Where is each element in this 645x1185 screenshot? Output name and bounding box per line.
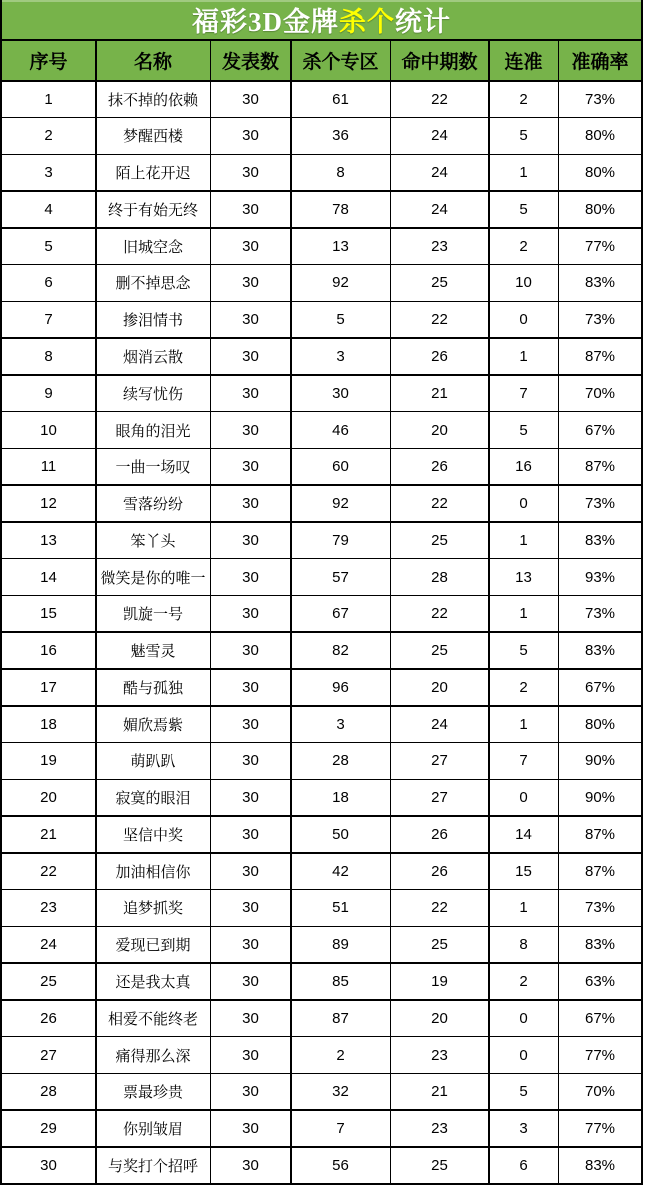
cell-accuracy: 80% <box>559 118 641 153</box>
cell-published: 30 <box>211 964 290 999</box>
cell-name: 与奖打个招呼 <box>97 1148 210 1183</box>
cell-published: 30 <box>211 1111 290 1146</box>
table-row <box>2 670 641 705</box>
cell-accuracy: 67% <box>559 412 641 447</box>
table-row <box>2 265 641 300</box>
cell-kill-zone: 8 <box>292 155 390 190</box>
cell-seq: 6 <box>2 265 95 300</box>
cell-published: 30 <box>211 817 290 852</box>
table-row <box>2 707 641 742</box>
cell-seq: 23 <box>2 890 95 925</box>
cell-name: 相爱不能终老 <box>97 1001 210 1036</box>
cell-name: 终于有始无终 <box>97 192 210 227</box>
table-row <box>2 412 641 447</box>
cell-seq: 8 <box>2 339 95 374</box>
cell-streak: 0 <box>490 1001 558 1036</box>
table-row <box>2 854 641 889</box>
cell-streak: 5 <box>490 1074 558 1109</box>
cell-streak: 2 <box>490 670 558 705</box>
cell-seq: 9 <box>2 376 95 411</box>
cell-published: 30 <box>211 229 290 264</box>
cell-kill-zone: 57 <box>292 559 390 594</box>
cell-name: 媚欣焉紫 <box>97 707 210 742</box>
cell-published: 30 <box>211 559 290 594</box>
cell-seq: 15 <box>2 596 95 631</box>
cell-name: 魅雪灵 <box>97 633 210 668</box>
cell-published: 30 <box>211 1074 290 1109</box>
cell-kill-zone: 60 <box>292 449 390 484</box>
cell-seq: 4 <box>2 192 95 227</box>
table-row <box>2 964 641 999</box>
cell-published: 30 <box>211 155 290 190</box>
cell-kill-zone: 28 <box>292 743 390 778</box>
cell-hit-periods: 22 <box>391 302 488 337</box>
cell-published: 30 <box>211 1037 290 1072</box>
table-row <box>2 927 641 962</box>
cell-seq: 2 <box>2 118 95 153</box>
cell-seq: 7 <box>2 302 95 337</box>
cell-seq: 5 <box>2 229 95 264</box>
cell-hit-periods: 22 <box>391 486 488 521</box>
cell-hit-periods: 26 <box>391 339 488 374</box>
cell-accuracy: 87% <box>559 339 641 374</box>
cell-kill-zone: 85 <box>292 964 390 999</box>
cell-accuracy: 83% <box>559 633 641 668</box>
cell-published: 30 <box>211 412 290 447</box>
cell-published: 30 <box>211 118 290 153</box>
cell-streak: 15 <box>490 854 558 889</box>
table-row <box>2 229 641 264</box>
cell-streak: 1 <box>490 707 558 742</box>
cell-streak: 0 <box>490 1037 558 1072</box>
cell-name: 凯旋一号 <box>97 596 210 631</box>
header-streak: 连准 <box>490 41 558 80</box>
cell-streak: 1 <box>490 523 558 558</box>
cell-published: 30 <box>211 1148 290 1183</box>
cell-kill-zone: 56 <box>292 1148 390 1183</box>
cell-name: 酷与孤独 <box>97 670 210 705</box>
cell-kill-zone: 82 <box>292 633 390 668</box>
cell-name: 删不掉思念 <box>97 265 210 300</box>
table-row <box>2 1111 641 1146</box>
cell-hit-periods: 19 <box>391 964 488 999</box>
cell-streak: 5 <box>490 412 558 447</box>
cell-name: 加油相信你 <box>97 854 210 889</box>
cell-streak: 10 <box>490 265 558 300</box>
cell-kill-zone: 13 <box>292 229 390 264</box>
table-row <box>2 596 641 631</box>
cell-seq: 24 <box>2 927 95 962</box>
cell-kill-zone: 51 <box>292 890 390 925</box>
cell-accuracy: 77% <box>559 1037 641 1072</box>
cell-published: 30 <box>211 743 290 778</box>
cell-kill-zone: 67 <box>292 596 390 631</box>
cell-seq: 19 <box>2 743 95 778</box>
cell-accuracy: 73% <box>559 596 641 631</box>
table-row <box>2 817 641 852</box>
table-row <box>2 1074 641 1109</box>
cell-accuracy: 73% <box>559 302 641 337</box>
cell-accuracy: 63% <box>559 964 641 999</box>
cell-published: 30 <box>211 449 290 484</box>
cell-seq: 20 <box>2 780 95 815</box>
cell-name: 还是我太真 <box>97 964 210 999</box>
cell-hit-periods: 27 <box>391 743 488 778</box>
cell-kill-zone: 3 <box>292 707 390 742</box>
cell-name: 烟消云散 <box>97 339 210 374</box>
cell-name: 旧城空念 <box>97 229 210 264</box>
cell-accuracy: 83% <box>559 523 641 558</box>
cell-published: 30 <box>211 596 290 631</box>
cell-accuracy: 70% <box>559 376 641 411</box>
cell-name: 微笑是你的唯一 <box>97 559 210 594</box>
cell-published: 30 <box>211 376 290 411</box>
cell-hit-periods: 26 <box>391 449 488 484</box>
table-row <box>2 155 641 190</box>
cell-streak: 1 <box>490 339 558 374</box>
cell-published: 30 <box>211 486 290 521</box>
table-row <box>2 1037 641 1072</box>
cell-hit-periods: 20 <box>391 670 488 705</box>
cell-seq: 10 <box>2 412 95 447</box>
cell-streak: 1 <box>490 890 558 925</box>
cell-seq: 28 <box>2 1074 95 1109</box>
table-row <box>2 449 641 484</box>
cell-published: 30 <box>211 82 290 117</box>
cell-accuracy: 73% <box>559 890 641 925</box>
cell-published: 30 <box>211 890 290 925</box>
cell-streak: 5 <box>490 192 558 227</box>
table-row <box>2 633 641 668</box>
cell-kill-zone: 61 <box>292 82 390 117</box>
cell-streak: 0 <box>490 780 558 815</box>
cell-accuracy: 83% <box>559 1148 641 1183</box>
cell-published: 30 <box>211 854 290 889</box>
cell-seq: 11 <box>2 449 95 484</box>
cell-accuracy: 73% <box>559 486 641 521</box>
cell-published: 30 <box>211 670 290 705</box>
cell-hit-periods: 25 <box>391 633 488 668</box>
table-row <box>2 486 641 521</box>
cell-streak: 2 <box>490 964 558 999</box>
cell-name: 梦醒西楼 <box>97 118 210 153</box>
cell-hit-periods: 21 <box>391 1074 488 1109</box>
cell-kill-zone: 2 <box>292 1037 390 1072</box>
cell-streak: 0 <box>490 486 558 521</box>
cell-seq: 16 <box>2 633 95 668</box>
table-row <box>2 743 641 778</box>
title-prefix: 福彩3D金牌 <box>192 7 339 37</box>
cell-kill-zone: 32 <box>292 1074 390 1109</box>
cell-kill-zone: 78 <box>292 192 390 227</box>
cell-name: 票最珍贵 <box>97 1074 210 1109</box>
cell-hit-periods: 20 <box>391 412 488 447</box>
cell-streak: 7 <box>490 376 558 411</box>
cell-published: 30 <box>211 302 290 337</box>
cell-published: 30 <box>211 339 290 374</box>
cell-kill-zone: 92 <box>292 265 390 300</box>
cell-seq: 29 <box>2 1111 95 1146</box>
table-row <box>2 780 641 815</box>
table-row <box>2 376 641 411</box>
cell-name: 寂寞的眼泪 <box>97 780 210 815</box>
cell-streak: 6 <box>490 1148 558 1183</box>
cell-seq: 1 <box>2 82 95 117</box>
cell-published: 30 <box>211 1001 290 1036</box>
cell-accuracy: 70% <box>559 1074 641 1109</box>
cell-hit-periods: 25 <box>391 523 488 558</box>
cell-hit-periods: 28 <box>391 559 488 594</box>
cell-hit-periods: 25 <box>391 927 488 962</box>
cell-streak: 5 <box>490 633 558 668</box>
cell-accuracy: 83% <box>559 927 641 962</box>
cell-accuracy: 67% <box>559 1001 641 1036</box>
cell-name: 萌趴趴 <box>97 743 210 778</box>
cell-published: 30 <box>211 707 290 742</box>
cell-published: 30 <box>211 265 290 300</box>
cell-streak: 3 <box>490 1111 558 1146</box>
page-title <box>2 0 641 41</box>
cell-accuracy: 77% <box>559 1111 641 1146</box>
cell-hit-periods: 24 <box>391 155 488 190</box>
cell-kill-zone: 7 <box>292 1111 390 1146</box>
cell-name: 陌上花开迟 <box>97 155 210 190</box>
cell-streak: 7 <box>490 743 558 778</box>
cell-streak: 5 <box>490 118 558 153</box>
cell-kill-zone: 92 <box>292 486 390 521</box>
cell-hit-periods: 27 <box>391 780 488 815</box>
cell-kill-zone: 3 <box>292 339 390 374</box>
cell-name: 一曲一场叹 <box>97 449 210 484</box>
cell-seq: 26 <box>2 1001 95 1036</box>
cell-name: 你别皱眉 <box>97 1111 210 1146</box>
cell-name: 坚信中奖 <box>97 817 210 852</box>
table-row <box>2 559 641 594</box>
cell-name: 眼角的泪光 <box>97 412 210 447</box>
cell-hit-periods: 24 <box>391 118 488 153</box>
cell-hit-periods: 26 <box>391 817 488 852</box>
cell-streak: 2 <box>490 82 558 117</box>
header-seq: 序号 <box>2 41 95 80</box>
cell-name: 追梦抓奖 <box>97 890 210 925</box>
cell-streak: 16 <box>490 449 558 484</box>
cell-accuracy: 80% <box>559 192 641 227</box>
cell-kill-zone: 36 <box>292 118 390 153</box>
cell-seq: 3 <box>2 155 95 190</box>
header-kill-zone: 杀个专区 <box>292 41 390 80</box>
cell-accuracy: 77% <box>559 229 641 264</box>
header-published: 发表数 <box>211 41 290 80</box>
cell-streak: 13 <box>490 559 558 594</box>
cell-seq: 14 <box>2 559 95 594</box>
cell-accuracy: 90% <box>559 780 641 815</box>
table-row <box>2 302 641 337</box>
cell-kill-zone: 46 <box>292 412 390 447</box>
cell-published: 30 <box>211 633 290 668</box>
table-row <box>2 1148 641 1183</box>
stats-table <box>2 41 641 1183</box>
cell-name: 掺泪情书 <box>97 302 210 337</box>
table-row <box>2 82 641 117</box>
table-row <box>2 890 641 925</box>
cell-accuracy: 80% <box>559 155 641 190</box>
cell-streak: 8 <box>490 927 558 962</box>
cell-kill-zone: 42 <box>292 854 390 889</box>
cell-name: 笨丫头 <box>97 523 210 558</box>
cell-seq: 27 <box>2 1037 95 1072</box>
cell-accuracy: 87% <box>559 449 641 484</box>
cell-name: 续写忧伤 <box>97 376 210 411</box>
cell-kill-zone: 79 <box>292 523 390 558</box>
cell-accuracy: 93% <box>559 559 641 594</box>
table-row <box>2 118 641 153</box>
cell-seq: 22 <box>2 854 95 889</box>
cell-name: 雪落纷纷 <box>97 486 210 521</box>
cell-accuracy: 87% <box>559 854 641 889</box>
cell-published: 30 <box>211 523 290 558</box>
table-row <box>2 339 641 374</box>
cell-accuracy: 90% <box>559 743 641 778</box>
table-header-row <box>2 41 641 80</box>
cell-accuracy: 83% <box>559 265 641 300</box>
cell-name: 抹不掉的依赖 <box>97 82 210 117</box>
cell-hit-periods: 24 <box>391 707 488 742</box>
cell-hit-periods: 22 <box>391 890 488 925</box>
title-suffix: 统计 <box>395 7 451 37</box>
cell-accuracy: 67% <box>559 670 641 705</box>
cell-accuracy: 87% <box>559 817 641 852</box>
table-row <box>2 192 641 227</box>
cell-streak: 1 <box>490 596 558 631</box>
cell-hit-periods: 20 <box>391 1001 488 1036</box>
cell-hit-periods: 22 <box>391 82 488 117</box>
cell-hit-periods: 23 <box>391 1111 488 1146</box>
cell-kill-zone: 5 <box>292 302 390 337</box>
cell-hit-periods: 25 <box>391 1148 488 1183</box>
header-name: 名称 <box>97 41 210 80</box>
cell-seq: 18 <box>2 707 95 742</box>
cell-accuracy: 73% <box>559 82 641 117</box>
cell-name: 痛得那么深 <box>97 1037 210 1072</box>
header-accuracy: 准确率 <box>559 41 641 80</box>
cell-streak: 0 <box>490 302 558 337</box>
header-hit-periods: 命中期数 <box>391 41 488 80</box>
cell-accuracy: 80% <box>559 707 641 742</box>
cell-seq: 17 <box>2 670 95 705</box>
cell-seq: 25 <box>2 964 95 999</box>
cell-hit-periods: 22 <box>391 596 488 631</box>
cell-kill-zone: 96 <box>292 670 390 705</box>
cell-kill-zone: 87 <box>292 1001 390 1036</box>
cell-hit-periods: 23 <box>391 1037 488 1072</box>
cell-hit-periods: 25 <box>391 265 488 300</box>
cell-hit-periods: 21 <box>391 376 488 411</box>
cell-name: 爱现已到期 <box>97 927 210 962</box>
cell-seq: 21 <box>2 817 95 852</box>
cell-published: 30 <box>211 780 290 815</box>
cell-kill-zone: 18 <box>292 780 390 815</box>
cell-streak: 14 <box>490 817 558 852</box>
table-row <box>2 1001 641 1036</box>
cell-seq: 12 <box>2 486 95 521</box>
cell-kill-zone: 50 <box>292 817 390 852</box>
cell-hit-periods: 26 <box>391 854 488 889</box>
cell-seq: 30 <box>2 1148 95 1183</box>
cell-kill-zone: 30 <box>292 376 390 411</box>
cell-streak: 1 <box>490 155 558 190</box>
cell-kill-zone: 89 <box>292 927 390 962</box>
cell-published: 30 <box>211 192 290 227</box>
cell-hit-periods: 23 <box>391 229 488 264</box>
table-row <box>2 523 641 558</box>
cell-seq: 13 <box>2 523 95 558</box>
cell-hit-periods: 24 <box>391 192 488 227</box>
cell-published: 30 <box>211 927 290 962</box>
title-highlight: 杀个 <box>339 7 395 37</box>
cell-streak: 2 <box>490 229 558 264</box>
